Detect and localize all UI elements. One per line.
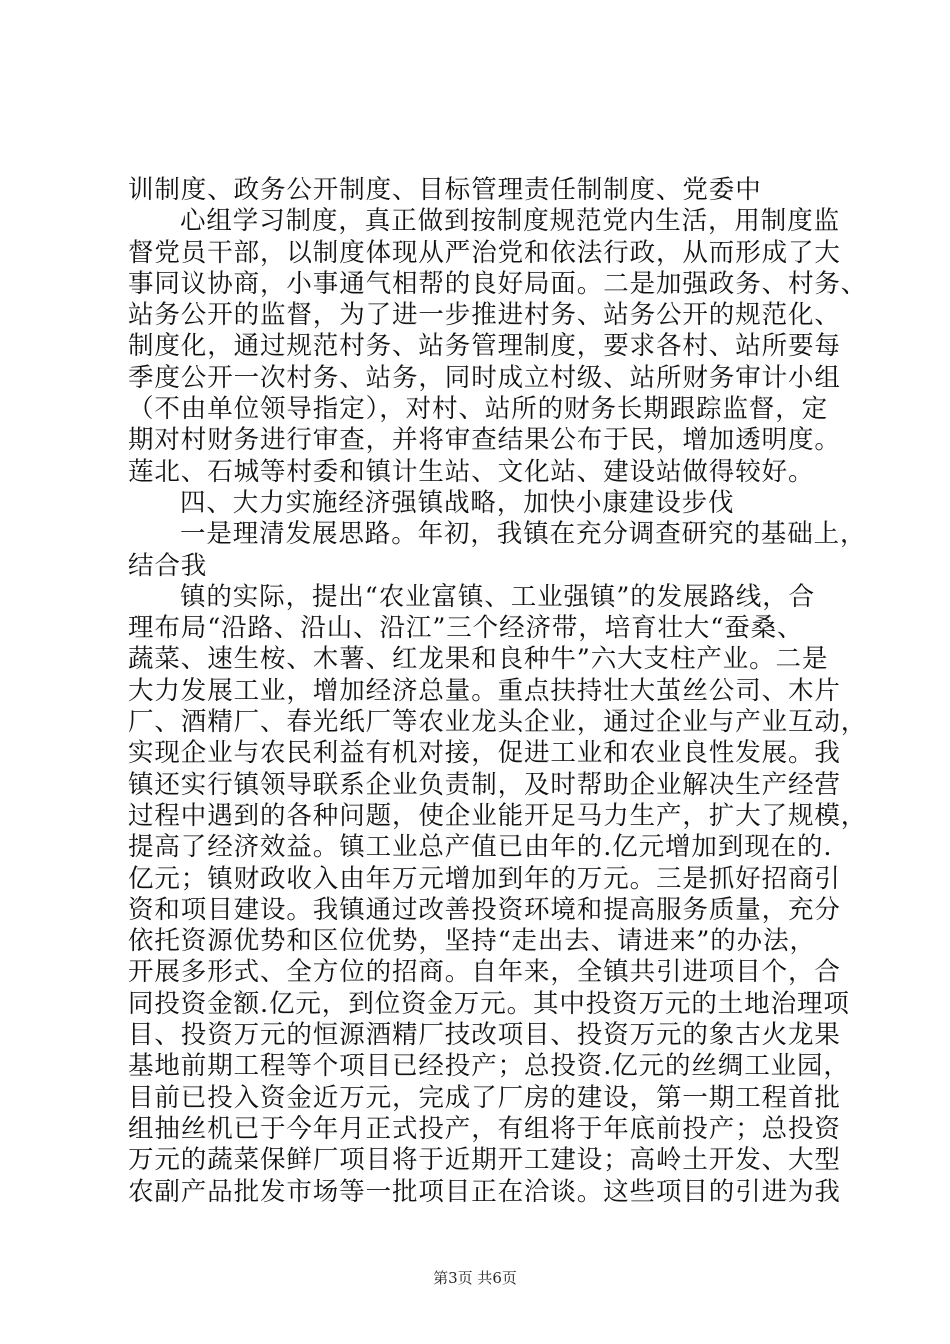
text-line: 万元的蔬菜保鲜厂项目将于近期开工建设；高岭土开发、大型 [128, 1145, 841, 1176]
text-line: 基地前期工程等个项目已经投产；总投资.亿元的丝绸工业园， [128, 1051, 850, 1082]
body-text [128, 175, 868, 1208]
text-line: 莲北、石城等村委和镇计生站、文化站、建设站做得较好。 [128, 456, 815, 487]
text-line: 理布局“沿路、沿山、沿江”三个经济带，培育壮大“蚕桑、 [128, 613, 804, 644]
text-line: 提高了经济效益。镇工业总产值已由年的.亿元增加到现在的. [128, 832, 833, 863]
text-line: 训制度、政务公开制度、目标管理责任制制度、党委中 [128, 175, 762, 205]
text-line: 依托资源优势和区位优势，坚持“走出去、请进来”的办法， [128, 926, 816, 957]
text-line: （不由单位领导指定），对村、站所的财务长期跟踪监督，定 [128, 394, 829, 425]
text-line: 实现企业与农民利益有机对接，促进工业和农业良性发展。我 [128, 738, 841, 769]
text-line: 事同议协商，小事通气相帮的良好局面。二是加强政务、村务、 [128, 268, 868, 299]
text-line: 目、投资万元的恒源酒精厂技改项目、投资万元的象古火龙果 [128, 1020, 841, 1051]
text-line: 结合我 [128, 550, 208, 581]
text-line: 组抽丝机已于今年月正式投产，有组将于年底前投产；总投资 [128, 1113, 841, 1144]
text-line: 开展多形式、全方位的招商。自年来，全镇共引进项目个，合 [128, 957, 841, 988]
text-line: 心组学习制度，真正做到按制度规范党内生活，用制度监 [180, 206, 841, 237]
text-line: 厂、酒精厂、春光纸厂等农业龙头企业，通过企业与产业互动， [128, 707, 868, 738]
text-line: 一是理清发展思路。年初，我镇在充分调查研究的基础上， [180, 519, 867, 550]
text-line: 同投资金额.亿元，到位资金万元。其中投资万元的土地治理项 [128, 988, 850, 1019]
text-line: 镇还实行镇领导联系企业负责制，及时帮助企业解决生产经营 [128, 769, 841, 800]
text-line: 督党员干部，以制度体现从严治党和依法行政，从而形成了大 [128, 237, 841, 268]
text-line: 过程中遇到的各种问题，使企业能开足马力生产，扩大了规模， [128, 800, 868, 831]
text-line: 镇的实际，提出“农业富镇、工业强镇”的发展路线，合 [180, 581, 816, 612]
text-line: 制度化，通过规范村务、站务管理制度，要求各村、站所要每 [128, 331, 841, 362]
text-line: 季度公开一次村务、站务，同时成立村级、站所财务审计小组 [128, 362, 841, 393]
text-line: 站务公开的监督，为了进一步推进村务、站务公开的规范化、 [128, 300, 841, 331]
text-line: 目前已投入资金近万元，完成了厂房的建设，第一期工程首批 [128, 1082, 841, 1113]
text-line: 农副产品批发市场等一批项目正在洽谈。这些项目的引进为我 [128, 1176, 841, 1207]
text-line: 四、大力实施经济强镇战略，加快小康建设步伐 [180, 487, 735, 518]
text-line: 亿元；镇财政收入由年万元增加到年的万元。三是抓好招商引 [128, 863, 841, 894]
text-line: 资和项目建设。我镇通过改善投资环境和提高服务质量，充分 [128, 894, 841, 925]
text-line: 蔬菜、速生桉、木薯、红龙果和良种牛”六大支柱产业。二是 [128, 644, 829, 675]
text-line: 期对村财务进行审查，并将审查结果公布于民，增加透明度。 [128, 425, 841, 456]
text-line: 大力发展工业，增加经济总量。重点扶持壮大茧丝公司、木片 [128, 675, 841, 706]
page-number: 第3页 共6页 [433, 1269, 517, 1287]
